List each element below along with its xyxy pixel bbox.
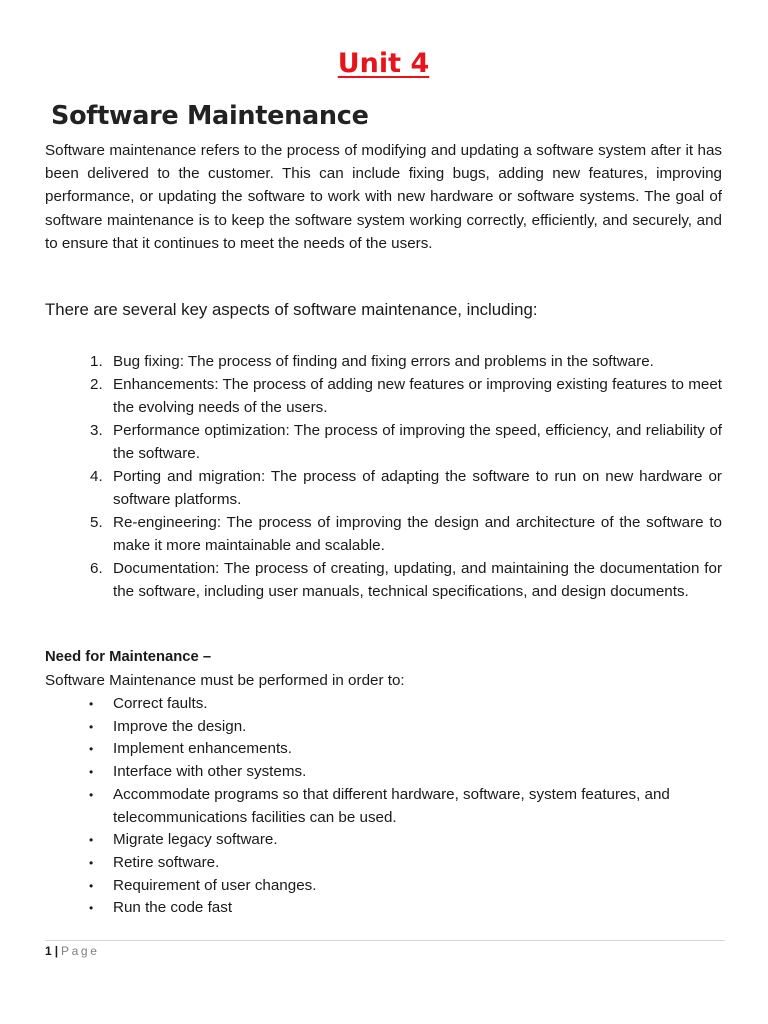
reasons-list	[45, 693, 722, 920]
bullet-icon: •	[89, 765, 94, 780]
intro-paragraph: Software maintenance refers to the process of modifying and updating a software system after it has been delivered to the customer. This can include fixing bugs, adding new features, improving performance, or updating the software to work with new hardware or software systems. The goal of software maintenance is to keep the software system working correctly, efficiently, and securely, and to ensure that it continues to meet the needs of the users.	[45, 142, 722, 252]
list-item-text: Bug fixing: The process of finding and fixing errors and problems in the software.	[113, 353, 654, 370]
list-item-number: 5.	[90, 514, 103, 531]
list-item	[45, 419, 722, 465]
list-item	[45, 761, 722, 784]
list-item	[45, 875, 722, 898]
list-item-text: Run the code fast	[113, 899, 233, 917]
bullet-icon: •	[89, 855, 94, 870]
list-item	[45, 373, 722, 419]
list-item	[45, 738, 722, 761]
bullet-icon: •	[89, 901, 94, 916]
list-item-text: Documentation: The process of creating, updating, and maintaining the documentation for the software, including user manuals, technical specifications, and design documents.	[113, 560, 722, 600]
list-item	[45, 897, 722, 920]
list-item-text: Re-engineering: The process of improving the design and architecture of the software to make it more maintainable and scalable.	[113, 514, 722, 554]
list-item	[45, 511, 722, 557]
list-item-number: 2.	[90, 376, 103, 393]
bullet-icon: •	[89, 878, 94, 893]
footer-separator: |	[54, 944, 59, 958]
page-footer	[45, 944, 99, 958]
aspects-intro: There are several key aspects of software maintenance, including:	[45, 300, 538, 319]
bullet-icon: •	[89, 787, 94, 802]
list-item	[45, 716, 722, 739]
list-item-text: Accommodate programs so that different hardware, software, system features, and telecommunications facilities can be used.	[113, 785, 670, 826]
need-for-maintenance-title: Need for Maintenance –	[45, 649, 212, 665]
page-number: 1	[45, 944, 52, 958]
bullet-icon: •	[89, 742, 94, 757]
list-item-text: Migrate legacy software.	[113, 831, 278, 849]
list-item-text: Retire software.	[113, 853, 220, 871]
bullet-icon: •	[89, 719, 94, 734]
list-item	[45, 829, 722, 852]
list-item	[45, 350, 722, 373]
footer-divider	[45, 940, 725, 941]
list-item-text: Performance optimization: The process of improving the speed, efficiency, and reliability of the software.	[113, 422, 722, 462]
list-item-number: 1.	[90, 353, 103, 370]
bullet-icon: •	[89, 833, 94, 848]
need-intro: Software Maintenance must be performed in order to:	[45, 672, 405, 689]
list-item-number: 6.	[90, 560, 103, 577]
list-item-number: 4.	[90, 468, 103, 485]
list-item-text: Interface with other systems.	[113, 763, 307, 781]
list-item-text: Porting and migration: The process of adapting the software to run on new hardware or software platforms.	[113, 468, 722, 508]
list-item	[45, 465, 722, 511]
list-item-text: Correct faults.	[113, 695, 208, 712]
list-item-text: Implement enhancements.	[113, 740, 292, 758]
aspects-list	[45, 350, 722, 603]
list-item	[45, 852, 722, 875]
section-heading: Software Maintenance	[51, 101, 369, 131]
page-label: Page	[61, 944, 100, 958]
list-item-text: Requirement of user changes.	[113, 876, 317, 894]
list-item-text: Improve the design.	[113, 717, 247, 735]
list-item-text: Enhancements: The process of adding new features or improving existing features to meet the evolving needs of the users.	[113, 376, 722, 416]
unit-title: Unit 4	[337, 48, 430, 79]
list-item	[45, 784, 722, 829]
list-item-number: 3.	[90, 422, 103, 439]
bullet-icon: •	[89, 697, 94, 711]
list-item	[45, 557, 722, 603]
list-item	[45, 693, 722, 716]
